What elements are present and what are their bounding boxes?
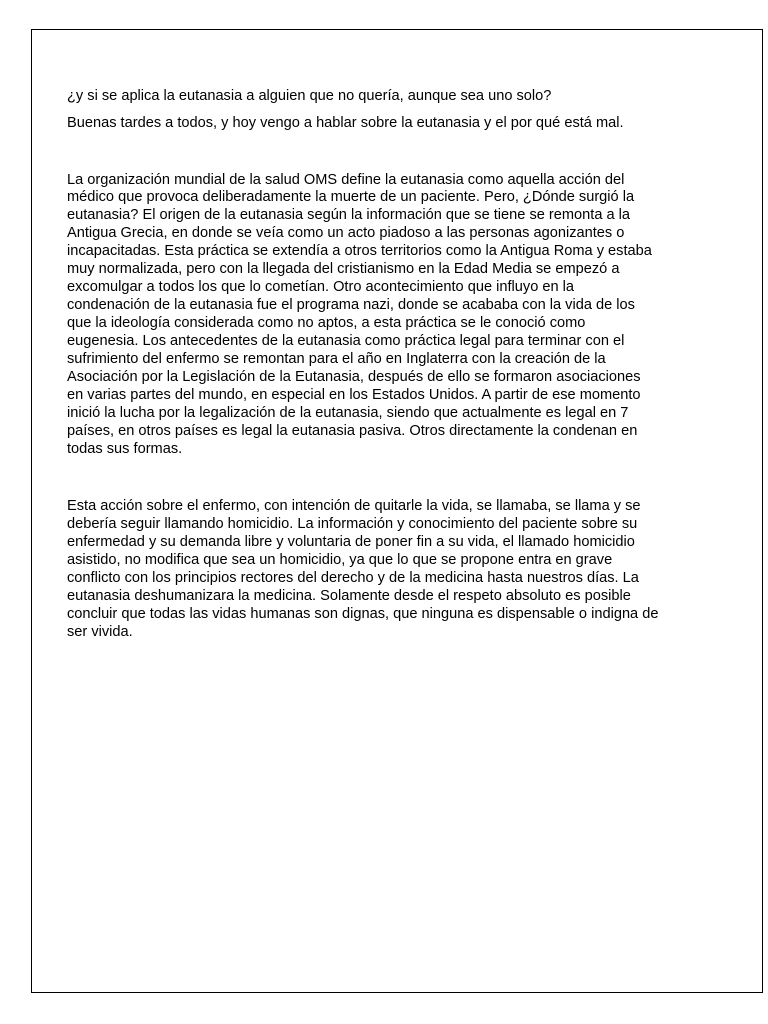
paragraph-1-line: médico que provoca deliberadamente la muerte de un paciente. Pero, ¿Dónde surgió la <box>67 189 635 205</box>
paragraph-2-line: concluir que todas las vidas humanas son dignas, que ninguna es dispensable o indigna de <box>67 606 659 622</box>
paragraph-1-line: muy normalizada, pero con la llegada del cristianismo en la Edad Media se empezó a <box>67 261 620 277</box>
paragraph-2-line: conflicto con los principios rectores del derecho y de la medicina hasta nuestros días. La <box>67 570 639 586</box>
greeting-line: Buenas tardes a todos, y hoy vengo a hablar sobre la eutanasia y el por qué está mal. <box>67 115 624 131</box>
intro-question: ¿y si se aplica la eutanasia a alguien que no quería, aunque sea uno solo? <box>67 88 552 104</box>
paragraph-1-line: La organización mundial de la salud OMS define la eutanasia como aquella acción del <box>67 172 625 188</box>
paragraph-1-line: Antigua Grecia, en donde se veía como un acto piadoso a las personas agonizantes o <box>67 225 625 241</box>
paragraph-2-line: debería seguir llamando homicidio. La información y conocimiento del paciente sobre su <box>67 516 638 532</box>
paragraph-2-line: asistido, no modifica que sea un homicidio, ya que lo que se propone entra en grave <box>67 552 613 568</box>
paragraph-1-line: condenación de la eutanasia fue el programa nazi, donde se acababa con la vida de los <box>67 297 635 313</box>
paragraph-1-line: inició la lucha por la legalización de la eutanasia, siendo que actualmente es legal en 7 <box>67 405 629 421</box>
paragraph-2-line: eutanasia deshumanizara la medicina. Solamente desde el respeto absoluto es posible <box>67 588 631 604</box>
paragraph-1-line: eutanasia? El origen de la eutanasia según la información que se tiene se remonta a la <box>67 207 631 223</box>
paragraph-2-line: Esta acción sobre el enfermo, con intención de quitarle la vida, se llamaba, se llama y se <box>67 498 641 514</box>
paragraph-1-line: Asociación por la Legislación de la Eutanasia, después de ello se formaron asociaciones <box>67 369 641 385</box>
paragraph-1-line: sufrimiento del enfermo se remontan para el año en Inglaterra con la creación de la <box>67 351 606 367</box>
paragraph-1-line: que la ideología considerada como no aptos, a esta práctica se le conoció como <box>67 315 586 331</box>
paragraph-1-line: eugenesia. Los antecedentes de la eutanasia como práctica legal para terminar con el <box>67 333 625 349</box>
paragraph-1-line: todas sus formas. <box>67 441 183 457</box>
paragraph-2-line: enfermedad y su demanda libre y voluntaria de poner fin a su vida, el llamado homicidio <box>67 534 635 550</box>
paragraph-1-line: excomulgar a todos los que lo cometían. Otro acontecimiento que influyo en la <box>67 279 575 295</box>
paragraph-2-line: ser vivida. <box>67 624 133 640</box>
paragraph-1-line: incapacitadas. Esta práctica se extendía a otros territorios como la Antigua Roma y estaba <box>67 243 652 259</box>
paragraph-1-line: en varias partes del mundo, en especial en los Estados Unidos. A partir de ese momento <box>67 387 641 403</box>
paragraph-1-line: países, en otros países es legal la eutanasia pasiva. Otros directamente la condenan en <box>67 423 638 439</box>
